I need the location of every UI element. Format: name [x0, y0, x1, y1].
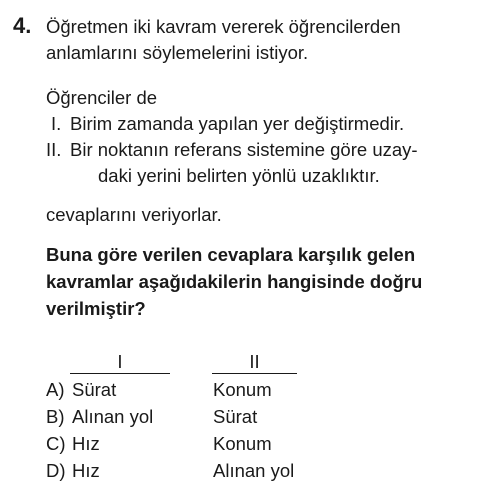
option-c-col2: Konum: [213, 433, 272, 454]
answer-1-text: Birim zamanda yapılan yer değiştirmedir.: [70, 113, 405, 134]
option-c-col1: Hız: [72, 433, 100, 454]
option-d-col2: Alınan yol: [213, 460, 295, 481]
column-header-i: I: [70, 351, 170, 374]
prompt-line-2: kavramlar aşağıdakilerin hangisinde doğru: [46, 271, 423, 292]
answer-1-label: I.: [51, 113, 62, 134]
column-header-ii: II: [212, 351, 297, 374]
answer-2-text-line-1: Bir noktanın referans sistemine göre uzay-: [70, 139, 418, 160]
closing-line: cevaplarını veriyorlar.: [46, 204, 222, 225]
answer-2-label: II.: [46, 139, 62, 160]
option-b-letter[interactable]: B): [46, 406, 65, 427]
option-a-letter[interactable]: A): [46, 379, 65, 400]
students-line: Öğrenciler de: [46, 87, 158, 108]
intro-line-1: Öğretmen iki kavram vererek öğrencilerden: [46, 16, 401, 37]
option-d-letter[interactable]: D): [46, 460, 66, 481]
option-b-col1: Alınan yol: [72, 406, 154, 427]
question-number: 4.: [13, 13, 32, 38]
prompt-line-3: verilmiştir?: [46, 298, 146, 319]
option-d-col1: Hız: [72, 460, 100, 481]
option-a-col1: Sürat: [72, 379, 117, 400]
option-a-col2: Konum: [213, 379, 272, 400]
prompt-line-1: Buna göre verilen cevaplara karşılık gelen: [46, 244, 416, 265]
intro-line-2: anlamlarını söylemelerini istiyor.: [46, 42, 309, 63]
answer-2-text-line-2: daki yerini belirten yönlü uzaklıktır.: [98, 165, 380, 186]
option-b-col2: Sürat: [213, 406, 258, 427]
option-c-letter[interactable]: C): [46, 433, 66, 454]
